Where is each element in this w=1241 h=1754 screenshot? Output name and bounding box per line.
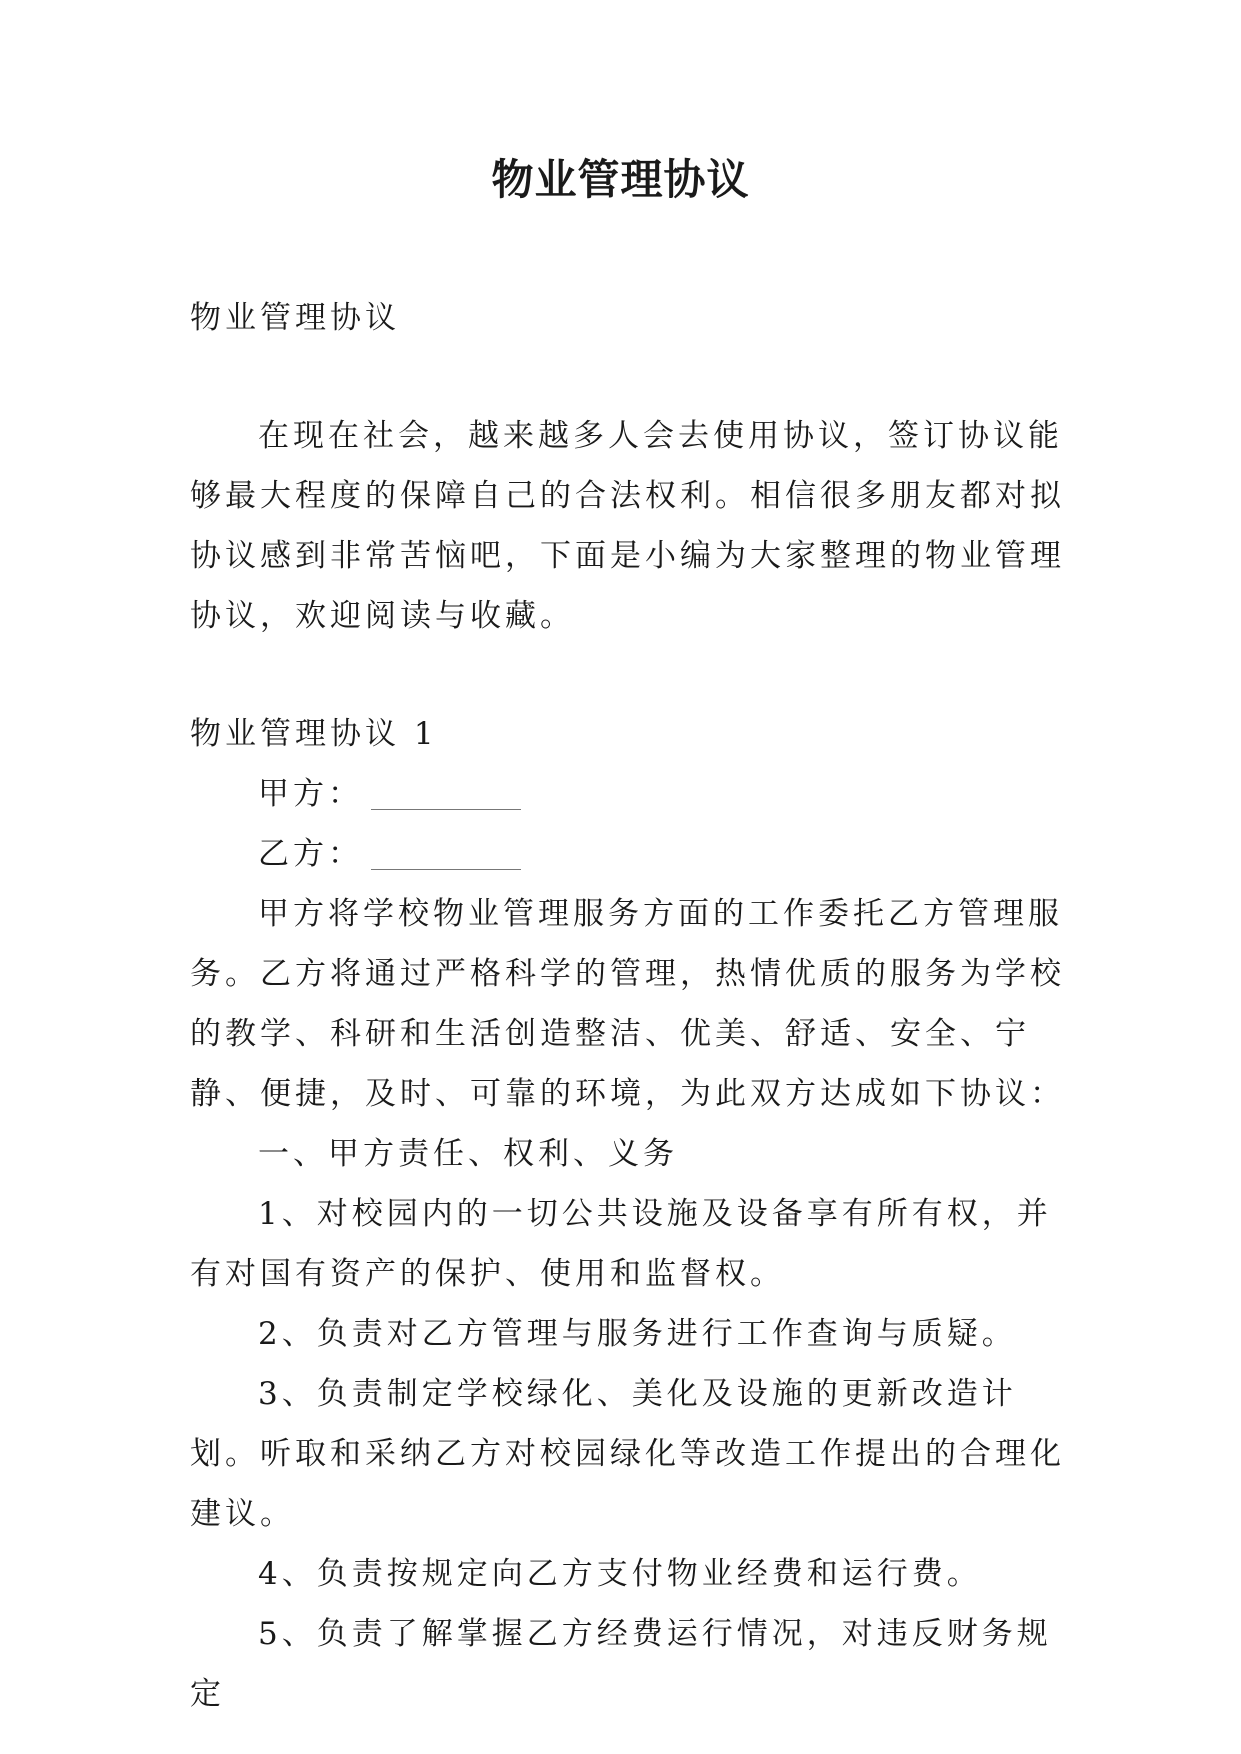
document-title: 物业管理协议 xyxy=(491,155,750,204)
party-b-line xyxy=(190,824,1070,884)
preamble-paragraph: 甲方将学校物业管理服务方面的工作委托乙方管理服务。乙方将通过严格科学的管理，热情优质的服务为学校的教学、科研和生活创造整洁、优美、舒适、安全、宁静、便捷，及时、可靠的环境，为此双方达成如下协议： xyxy=(190,896,1065,1112)
clause-item: 4、负责按规定向乙方支付物业经费和运行费。 xyxy=(258,1556,982,1592)
clause-item: 1、对校园内的一切公共设施及设备享有所有权，并有对国有资产的保护、使用和监督权。 xyxy=(190,1196,1052,1292)
clause-item: 2、负责对乙方管理与服务进行工作查询与质疑。 xyxy=(258,1316,1017,1352)
document-body xyxy=(190,288,1070,1724)
party-b-blank xyxy=(371,841,521,870)
clause-item: 3、负责制定学校绿化、美化及设施的更新改造计划。听取和采纳乙方对校园绿化等改造工作提出的合理化建议。 xyxy=(190,1376,1065,1532)
document-subtitle: 物业管理协议 xyxy=(190,300,400,336)
intro-paragraph: 在现在社会，越来越多人会去使用协议，签订协议能够最大程度的保障自己的合法权利。相信很多朋友都对拟协议感到非常苦恼吧，下面是小编为大家整理的物业管理协议，欢迎阅读与收藏。 xyxy=(190,418,1065,634)
party-a-line xyxy=(190,764,1070,824)
clause-item: 5、负责了解掌握乙方经费运行情况，对违反财务规定 xyxy=(190,1616,1052,1712)
party-a-blank xyxy=(371,781,521,810)
clause-heading: 一、甲方责任、权利、义务 xyxy=(258,1136,678,1172)
section-heading: 物业管理协议 1 xyxy=(190,716,438,752)
party-a-label: 甲方： xyxy=(258,776,363,812)
party-b-label: 乙方： xyxy=(258,836,363,872)
